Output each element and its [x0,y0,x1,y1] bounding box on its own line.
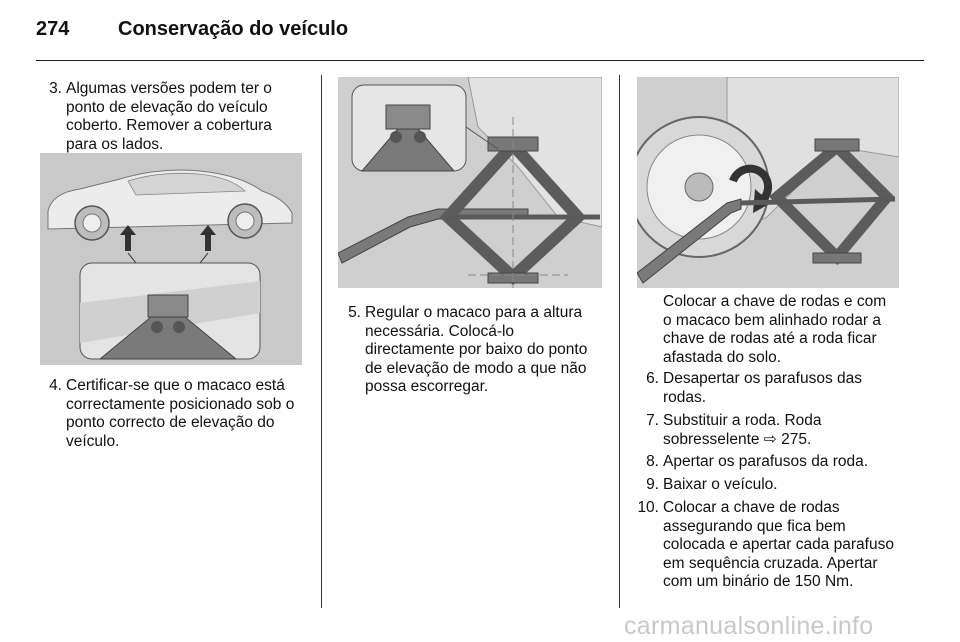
text-line: necessária. Colocá-lo [365,322,515,340]
step-text [663,453,868,472]
step-text [365,304,587,397]
step-number: 3. [49,80,62,97]
text-line: Apertar os parafusos da roda. [663,453,869,470]
step-text [663,476,778,495]
text-line: em sequência cruzada. Apertar [663,554,878,572]
text-line: afastada do solo. [663,348,782,366]
text-line: Regular o macaco para a altura [365,304,583,321]
crank-instruction [663,293,913,367]
text-line: coberto. Remover a cobertura [66,117,272,134]
step-number: 8. [646,453,659,470]
text-line: Colocar a chave de rodas [663,499,840,516]
jack-illustration [338,77,602,288]
header-divider [36,60,924,61]
text-line: possa escorregar. [365,378,489,395]
text-line: veículo. [66,432,120,450]
page-number: 274 [36,18,70,40]
text-line: correctamente posicionado sob o [66,395,295,413]
text-line: Algumas versões podem ter o [66,80,272,97]
step-number: 9. [646,476,659,493]
text-line: Baixar o veículo. [663,476,778,493]
text-line: Colocar a chave de rodas e com [663,293,887,310]
text-line: assegurando que fica bem [663,517,846,535]
text-line: com um binário de 150 Nm. [663,573,854,590]
step-number: 7. [646,412,659,429]
car-illustration [40,153,302,365]
text-line: ponto correcto de elevação do [66,414,275,431]
text-line: ponto de elevação do veículo [66,98,268,116]
step-text [66,377,294,451]
step-text [663,370,862,407]
text-line: de elevação de modo a que não [365,359,587,377]
page-title: Conservação do veículo [118,18,349,40]
page-reference-link[interactable]: sobresselente ⇨ 275. [663,430,812,448]
step-text [663,412,822,449]
watermark: carmanualsonline.info [624,612,874,640]
column-divider-1 [321,75,322,608]
text-line: o macaco bem alinhado rodar a [663,311,881,329]
text-line: directamente por baixo do ponto [365,341,588,358]
text-line: Desapertar os parafusos das [663,370,863,387]
text-line: Substituir a roda. Roda [663,412,822,429]
figure-car-lift-points [40,153,302,365]
step-text [663,499,894,592]
text-line: Certificar-se que o macaco está [66,377,285,394]
step-number: 5. [348,304,361,321]
crank-illustration [637,77,899,288]
text-line: para os lados. [66,135,164,153]
text-line: rodas. [663,388,707,406]
step-number: 6. [646,370,659,387]
step-number: 4. [49,377,62,394]
figure-jack-cranking [637,77,899,288]
step-number: 10. [637,499,659,516]
figure-jack-positioning [338,77,602,288]
step-text [66,80,272,154]
column-divider-2 [619,75,620,608]
text-line: colocada e apertar cada parafuso [663,536,894,553]
text-line: chave de rodas até a roda ficar [663,330,877,347]
